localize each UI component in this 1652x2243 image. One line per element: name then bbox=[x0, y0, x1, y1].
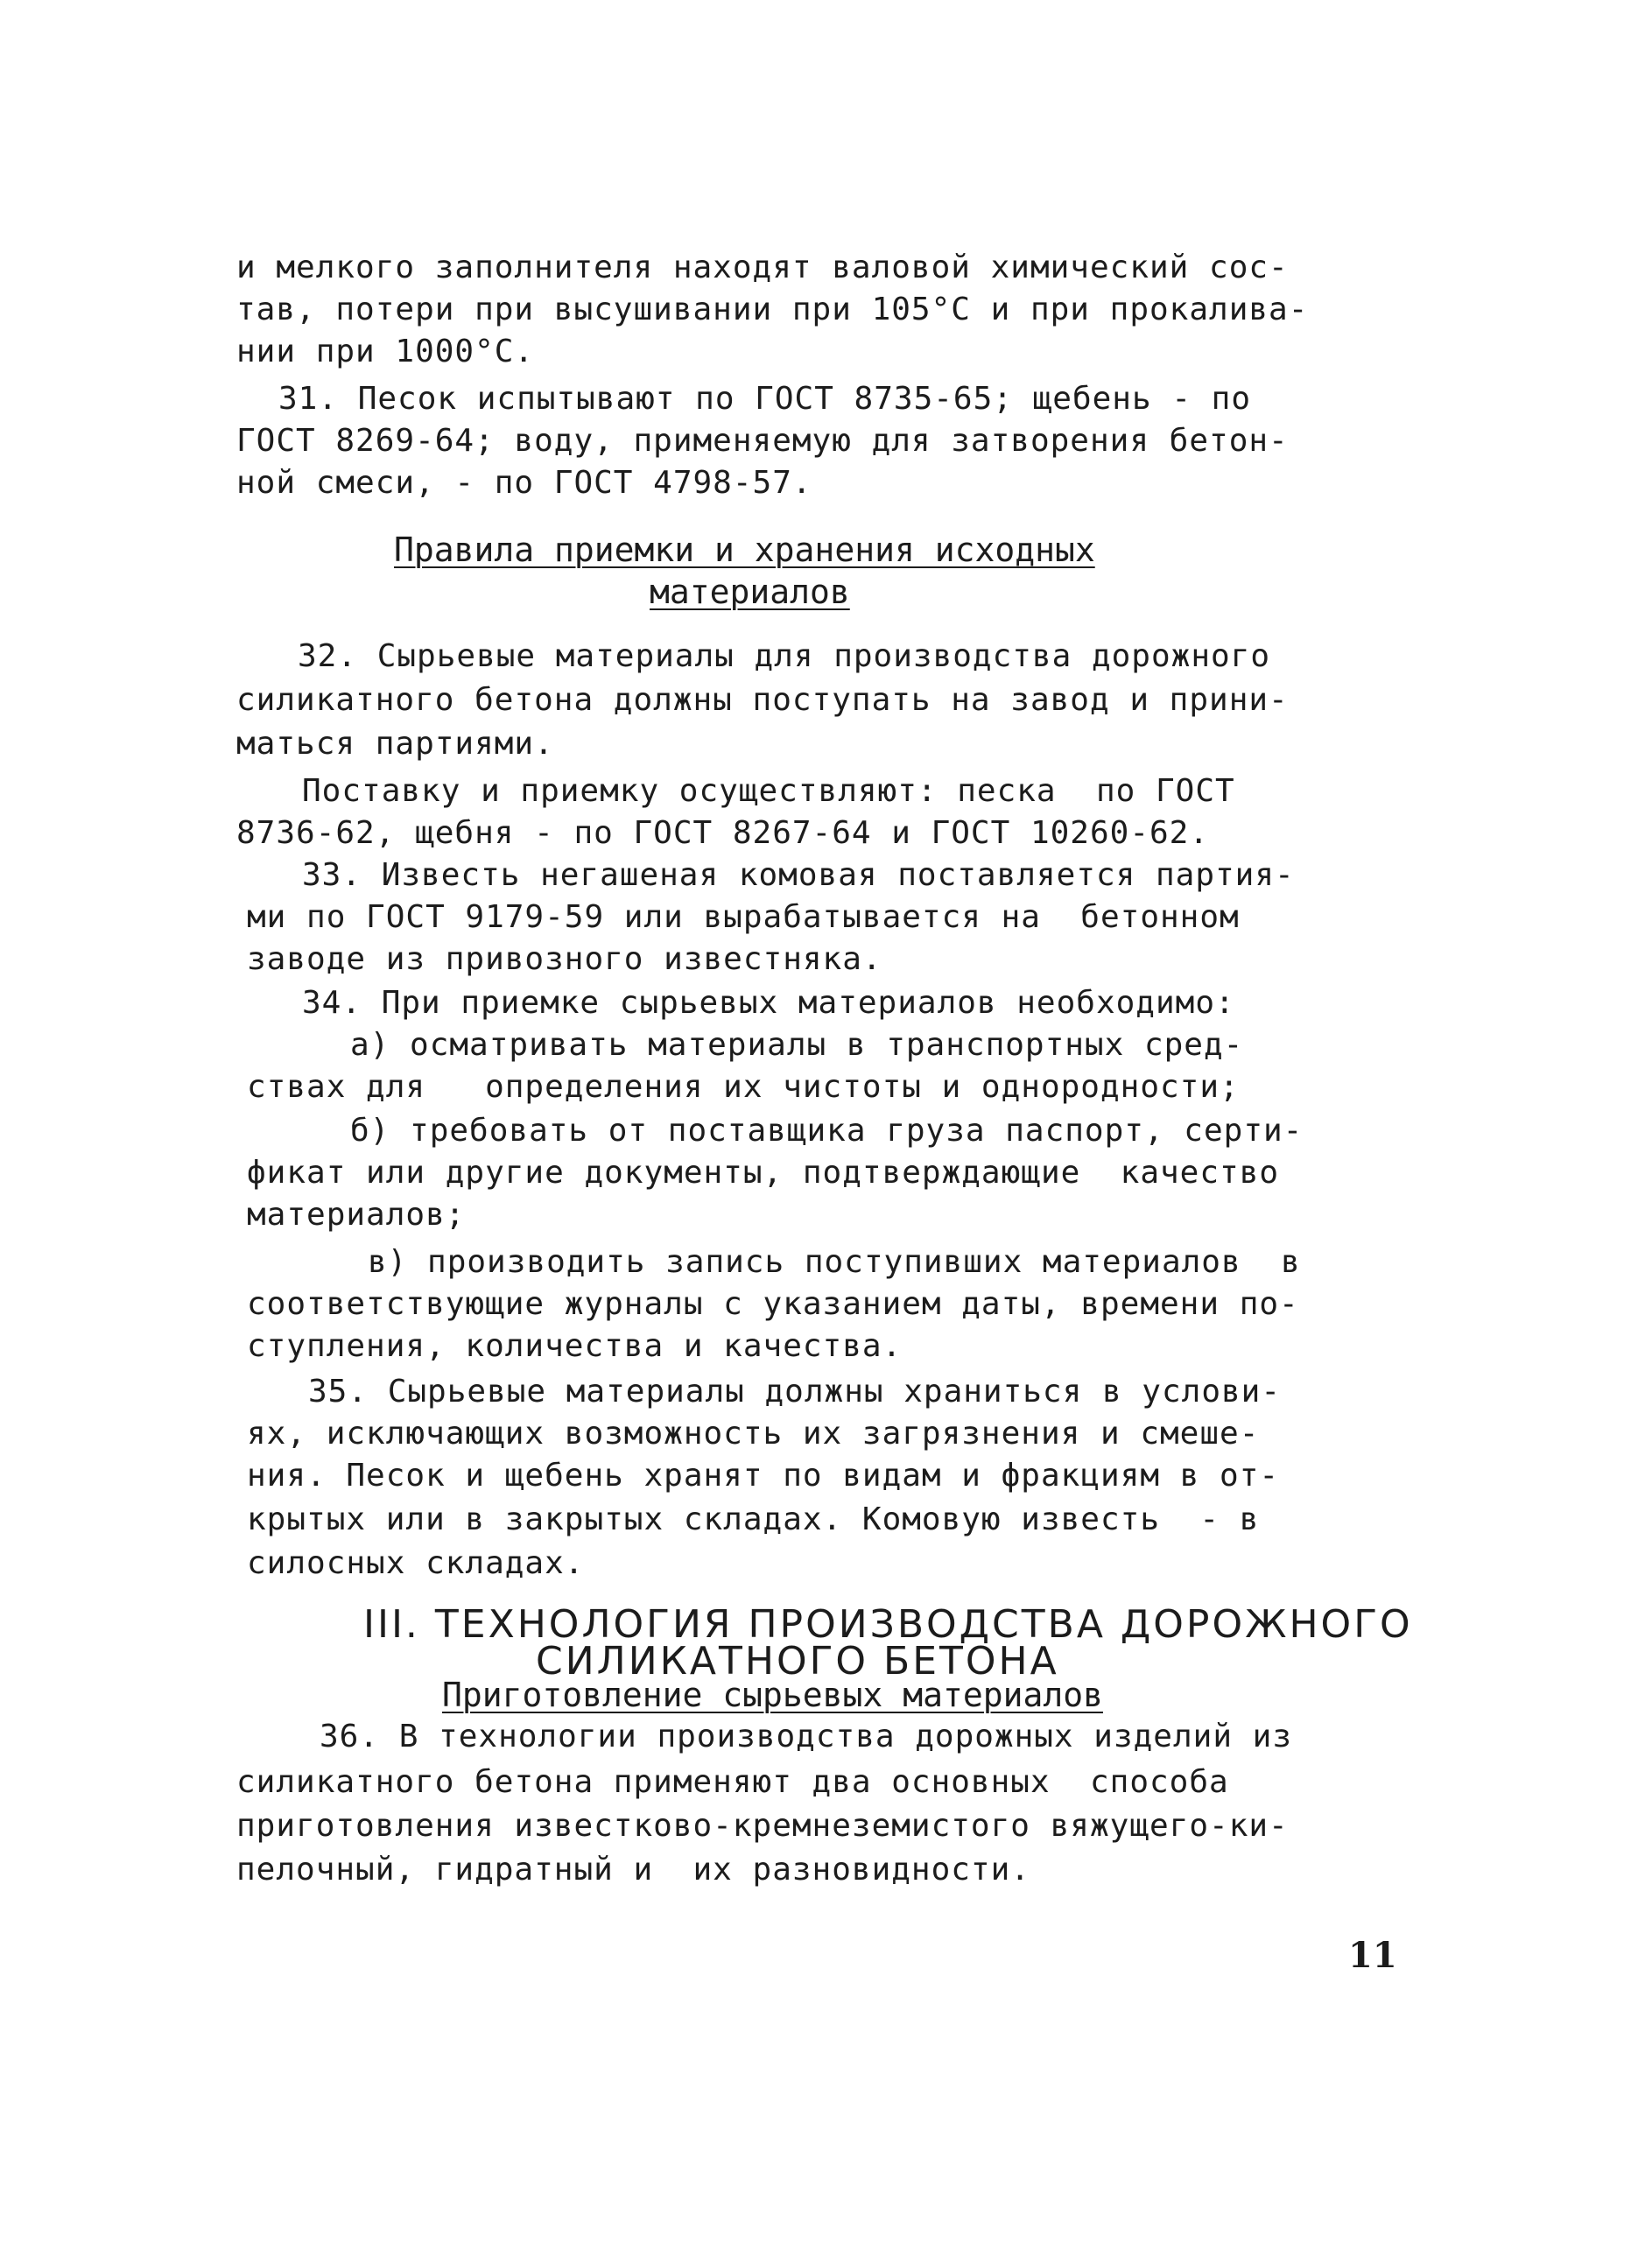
text-line: 33. Известь негашеная комовая поставляется партия- bbox=[302, 857, 1295, 893]
chapter-title: СИЛИКАТНОГО БЕТОНА bbox=[536, 1639, 1059, 1684]
text-line: силикатного бетона должны поступать на завод и прини- bbox=[236, 682, 1289, 718]
text-line: фикат или другие документы, подтверждающие качество bbox=[247, 1155, 1280, 1191]
text-line: ях, исключающих возможность их загрязнения и смеше- bbox=[247, 1416, 1260, 1452]
text-line: в) производить запись поступивших материалов в bbox=[368, 1244, 1301, 1280]
text-line: силикатного бетона применяют два основных способа bbox=[236, 1764, 1229, 1800]
text-line: а) осматривать материалы в транспортных сред- bbox=[350, 1027, 1244, 1063]
text-line: 35. Сырьевые материалы должны храниться в услови- bbox=[308, 1374, 1282, 1410]
section-heading: Правила приемки и хранения исходных bbox=[394, 531, 1095, 569]
text-line: пелочный, гидратный и их разновидности. bbox=[236, 1852, 1030, 1888]
section-heading: материалов bbox=[650, 573, 850, 611]
text-line: тав, потери при высушивании при 105°С и при прокалива- bbox=[236, 292, 1309, 327]
text-line: ния. Песок и щебень хранят по видам и фракциям в от- bbox=[247, 1458, 1280, 1494]
text-line: 36. В технологии производства дорожных изделий из bbox=[320, 1719, 1293, 1754]
text-line: заводе из привозного известняка. bbox=[247, 941, 882, 977]
text-line: материалов; bbox=[247, 1197, 466, 1233]
text-line: б) требовать от поставщика груза паспорт, серти- bbox=[350, 1113, 1304, 1149]
text-line: ми по ГОСТ 9179-59 или вырабатывается на бетонном bbox=[247, 899, 1240, 935]
text-line: крытых или в закрытых складах. Комовую известь - в bbox=[247, 1501, 1260, 1537]
text-line: силосных складах. bbox=[247, 1545, 585, 1581]
subsection-heading: Приготовление сырьевых материалов bbox=[442, 1676, 1103, 1714]
text-line: ной смеси, - по ГОСТ 4798-57. bbox=[236, 465, 812, 501]
text-line: 34. При приемке сырьевых материалов необходимо: bbox=[302, 985, 1235, 1021]
text-line: соответствующие журналы с указанием даты, времени по- bbox=[247, 1286, 1299, 1322]
text-line: 8736-62, щебня - по ГОСТ 8267-64 и ГОСТ 10260-62. bbox=[236, 815, 1210, 851]
text-line: ступления, количества и качества. bbox=[247, 1328, 903, 1364]
text-line: Поставку и приемку осуществляют: песка по ГОСТ bbox=[302, 773, 1235, 809]
chapter-title: III. ТЕХНОЛОГИЯ ПРОИЗВОДСТВА ДОРОЖНОГО bbox=[363, 1602, 1413, 1647]
text-line: ствах для определения их чистоты и однородности; bbox=[247, 1069, 1240, 1105]
text-line: приготовления известково-кремнеземистого вяжущего-ки- bbox=[236, 1808, 1289, 1844]
text-line: и мелкого заполнителя находят валовой химический сос- bbox=[236, 250, 1289, 285]
text-line: 31. Песок испытывают по ГОСТ 8735-65; щебень - по bbox=[278, 381, 1252, 417]
text-line: нии при 1000°С. bbox=[236, 334, 535, 369]
text-line: ГОСТ 8269-64; воду, применяемую для затворения бетон- bbox=[236, 423, 1289, 459]
text-line: 32. Сырьевые материалы для производства дорожного bbox=[298, 638, 1271, 674]
page-number: 11 bbox=[1348, 1935, 1397, 1976]
text-line: маться партиями. bbox=[236, 726, 554, 762]
